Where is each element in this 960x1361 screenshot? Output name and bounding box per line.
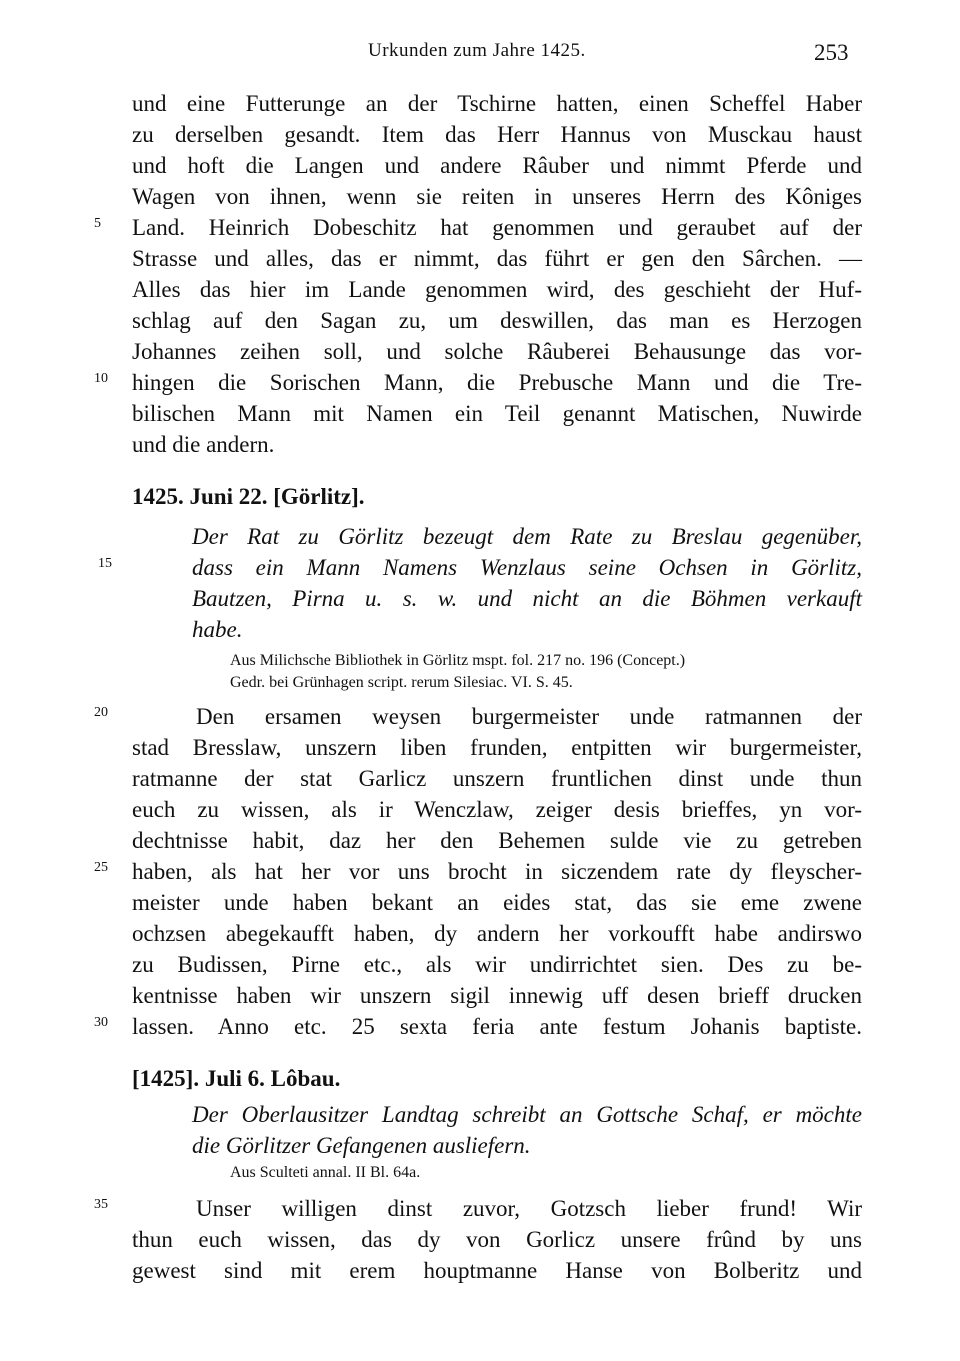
line-number: 10 bbox=[94, 371, 108, 386]
source-line: Aus Sculteti annal. II Bl. 64a. bbox=[230, 1164, 421, 1181]
continuation-text bbox=[94, 88, 862, 460]
line-number: 20 bbox=[94, 705, 108, 720]
text-line: gewest sind mit erem houptmanne Hanse von Bolberitz und bbox=[132, 1258, 862, 1283]
text-line: kentnisse haben wir unszern sigil innewig uff desen brieff drucken bbox=[132, 983, 862, 1008]
page-number: 253 bbox=[814, 40, 849, 65]
source-line: Gedr. bei Grünhagen script. rerum Silesiac. VI. S. 45. bbox=[230, 674, 573, 691]
regest-line: Bautzen, Pirna u. s. w. und nicht an die Böhmen verkauft bbox=[192, 586, 862, 611]
regest-line: dass ein Mann Namens Wenzlaus seine Ochsen in Görlitz, bbox=[192, 555, 862, 580]
text-line: 25 haben, als hat her vor uns brocht in siczendem rate dy fleyscher- bbox=[132, 856, 862, 887]
text-line: stad Bresslaw, unszern liben frunden, entpitten wir burgermeister, bbox=[132, 735, 862, 760]
text-line: meister unde haben bekant an eides stat, das sie eme zwene bbox=[132, 890, 862, 915]
regest-line: Der Oberlausitzer Landtag schreibt an Gottsche Schaf, er möchte bbox=[192, 1102, 862, 1127]
source-note bbox=[230, 650, 685, 694]
regest-line: habe. bbox=[192, 617, 243, 642]
text-line: 30 lassen. Anno etc. 25 sexta feria ante festum Johanis baptiste. bbox=[132, 1011, 862, 1042]
text-line: und eine Futterunge an der Tschirne hatten, einen Scheffel Haber bbox=[132, 91, 862, 116]
line-number: 35 bbox=[94, 1197, 108, 1212]
text-line: thun euch wissen, das dy von Gorlicz unsere frûnd by uns bbox=[132, 1227, 862, 1252]
text-line: zu derselben gesandt. Item das Herr Hannus von Musckau haust bbox=[132, 122, 862, 147]
text-line: und die andern. bbox=[132, 432, 275, 457]
text-line: bilischen Mann mit Namen ein Teil genannt Matischen, Nuwirde bbox=[132, 401, 862, 426]
text-line: zu Budissen, Pirne etc., als wir undirrichtet sien. Des zu be- bbox=[132, 952, 862, 977]
entry-regest bbox=[192, 1099, 862, 1161]
line-number: 30 bbox=[94, 1015, 108, 1030]
text-line: schlag auf den Sagan zu, um deswillen, das man es Herzogen bbox=[132, 308, 862, 333]
text-line: euch zu wissen, als ir Wenczlaw, zeiger desis brieffes, yn vor- bbox=[132, 797, 862, 822]
entry-heading: 1425. Juni 22. [Görlitz]. bbox=[132, 484, 365, 509]
text-line: und hoft die Langen und andere Râuber und nimmt Pferde und bbox=[132, 153, 862, 178]
text-line: dechtnisse habit, daz her den Behemen sulde vie zu getreben bbox=[132, 828, 862, 853]
text-line: 35 Unser willigen dinst zuvor, Gotzsch lieber frund! Wir bbox=[132, 1193, 862, 1224]
text-line: 5 Land. Heinrich Dobeschitz hat genommen und geraubet auf der bbox=[132, 212, 862, 243]
document-text bbox=[94, 1193, 862, 1286]
document-text bbox=[94, 701, 862, 1042]
text-line: Strasse und alles, das er nimmt, das führt er gen den Sârchen. — bbox=[132, 246, 862, 271]
regest-line: Der Rat zu Görlitz bezeugt dem Rate zu Breslau gegenüber, bbox=[192, 524, 862, 549]
line-number: 5 bbox=[94, 216, 101, 231]
regest-line: die Görlitzer Gefangenen ausliefern. bbox=[192, 1133, 531, 1158]
text-line: 10 hingen die Sorischen Mann, die Prebusche Mann und die Tre- bbox=[132, 367, 862, 398]
line-number: 15 bbox=[98, 556, 112, 571]
entry-regest bbox=[192, 521, 862, 645]
source-line: Aus Milichsche Bibliothek in Görlitz mspt. fol. 217 no. 196 (Concept.) bbox=[230, 652, 686, 669]
text-line: ratmanne der stat Garlicz unszern fruntlichen dinst unde thun bbox=[132, 766, 862, 791]
text-line: ochzsen abegekaufft haben, dy andern her vorkoufft habe andirswo bbox=[132, 921, 862, 946]
entry-heading: [1425]. Juli 6. Lôbau. bbox=[132, 1066, 341, 1091]
source-note bbox=[230, 1162, 420, 1184]
text-line: Alles das hier im Lande genommen wird, des geschieht der Huf- bbox=[132, 277, 862, 302]
text-line: Wagen von ihnen, wenn sie reiten in unseres Herrn des Kôniges bbox=[132, 184, 862, 209]
text-line: 20 Den ersamen weysen burgermeister unde ratmannen der bbox=[132, 701, 862, 732]
line-number: 25 bbox=[94, 860, 108, 875]
text-line: Johannes zeihen soll, und solche Râuberei Behausunge das vor- bbox=[132, 339, 862, 364]
running-head: Urkunden zum Jahre 1425. bbox=[368, 40, 586, 61]
